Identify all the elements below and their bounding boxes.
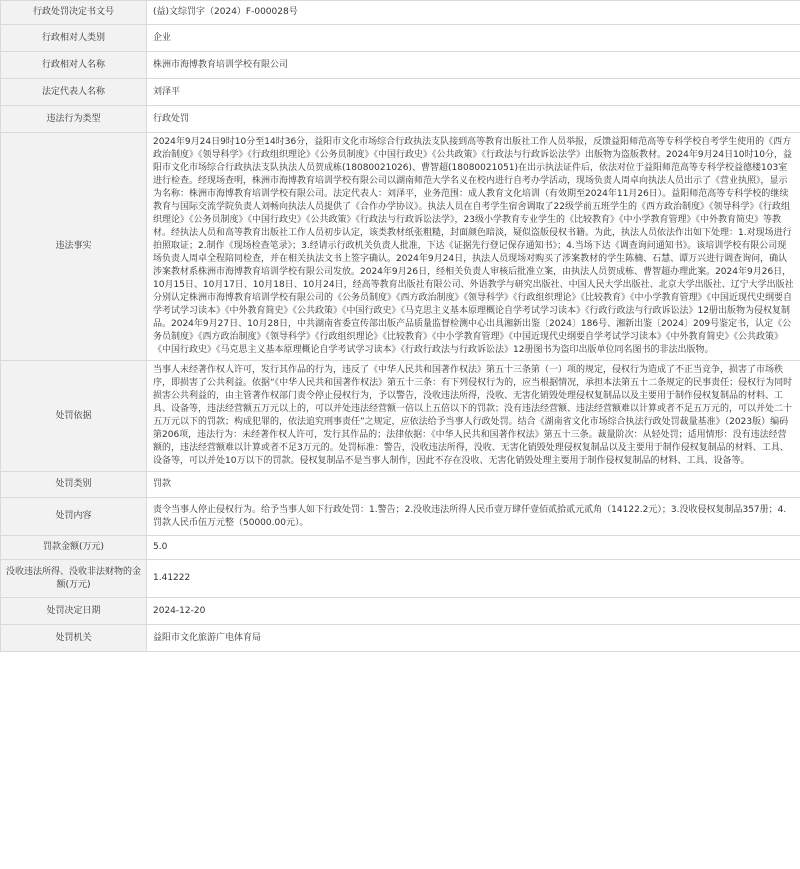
party-name-label: 行政相对人名称 bbox=[1, 52, 147, 79]
penalty-content-label: 处罚内容 bbox=[1, 498, 147, 536]
facts-label: 违法事实 bbox=[1, 133, 147, 361]
row-penalty-content bbox=[1, 498, 800, 536]
row-legal-rep bbox=[1, 79, 800, 106]
legal-rep-value: 刘泽平 bbox=[147, 79, 800, 106]
decision-date-value: 2024-12-20 bbox=[147, 598, 800, 625]
authority-label: 处罚机关 bbox=[1, 625, 147, 652]
row-facts bbox=[1, 133, 800, 361]
authority-value: 益阳市文化旅游广电体育局 bbox=[147, 625, 800, 652]
row-fine-amount bbox=[1, 536, 800, 560]
fine-amount-label: 罚款金额(万元) bbox=[1, 536, 147, 560]
basis-label: 处罚依据 bbox=[1, 361, 147, 472]
party-type-value: 企业 bbox=[147, 25, 800, 52]
legal-rep-label: 法定代表人名称 bbox=[1, 79, 147, 106]
row-party-name bbox=[1, 52, 800, 79]
party-name-value: 株洲市海博教育培训学校有限公司 bbox=[147, 52, 800, 79]
penalty-type-value: 罚款 bbox=[147, 472, 800, 498]
row-penalty-type bbox=[1, 472, 800, 498]
row-party-type bbox=[1, 25, 800, 52]
row-basis bbox=[1, 361, 800, 472]
party-type-label: 行政相对人类别 bbox=[1, 25, 147, 52]
doc-no-label: 行政处罚决定书文号 bbox=[1, 1, 147, 25]
violation-type-value: 行政处罚 bbox=[147, 106, 800, 133]
row-authority bbox=[1, 625, 800, 652]
row-violation-type bbox=[1, 106, 800, 133]
doc-no-value: (益)文综罚字（2024）F-000028号 bbox=[147, 1, 800, 25]
confiscated-value: 1.41222 bbox=[147, 560, 800, 598]
facts-value: 2024年9月24日9时10分至14时36分，益阳市文化市场综合行政执法支队接到高等教育出版社工作人员举报，反馈益阳师范高等专科学校自考学生使用的《西方政治制度》《领导科学》《行政组织理论》《公务员制度》《中国行政史》《公共政策》《行政法与行政诉讼法学》出版物为盗版教材。2024年9月24日10时10分，益阳市文化市场综合行政执法支队执法人员贺成栋(18080021026)、曹智超(18080021051)在出示执法证件后，依法对位于益阳师范高等专科学校益德楼103室进行检查。经现场查明，株洲市海博教育培训学校有限公司以湖南师范大学名义在校内进行自考办学活动，现场负责人周卓向执法人员出示了《营业执照》，显示为名称：株洲市海博教育培训学校有限公司。法定代表人：刘泽平，业务范围：成人教育文化培训（有效期至2024年11月26日）。益阳师范高等专科学校的继续教育与国际交流学院负责人刘畅向执法人员提供了《合作办学协议》。执法人员在自考学生宿舍调取了22级学前五班学生的《西方政治制度》《领导科学》《行政组织理论》《公务员制度》《中国行政史》《公共政策》《行政法与行政诉讼法学》，23级小学教育专业学生的《比较教育》《中小学教育管理》《中外教育简史》等教材。经执法人员和高等教育出版社工作人员初步认定，该类教材纸张粗糙，封面颜色暗淡，疑似盗版侵权书籍。为此，执法人员依法作出如下处理：1.对现场进行拍照取证；2.制作《现场检查笔录》；3.经请示行政机关负责人批准，下达《证据先行登记保存通知书》；4.当场下达《调查询问通知书》。该培训学校有限公司现场负责人周卓全程陪同检查，并在相关执法文书上签字确认。2024年9月24日，执法人员现场对购买了涉案教材的学生陈楠、石慧、谭万兴进行调查询问，确认涉案教材系株洲市海博教育培训学校有限公司发放。2024年9月26日，经相关负责人审核后批准立案，由执法人员贺成栋、曹智超办理此案。2024年9月26日，10月15日、10月17日、10月18日、10月24日，经高等教育出版社有限公司、外语教学与研究出版社、中国人民大学出版社、北京大学出版社、辽宁大学出版社分别认定株洲市海博教育培训学校有限公司的《公务员制度》《西方政治制度》《领导科学》《行政组织理论》《比较教育》《中小学教育管理》《中国近现代史纲要自学考试学习读本》《中外教育简史》《公共政策》《中国行政史》《马克思主义基本原理概论自学考试学习读本》《行政行政法与行政诉讼法》12册出版物为侵权复制品。2024年9月27日、10月28日，中共湖南省委宣传部出版产品质量监督检测中心出具湘新出鉴〔2024〕186号、湘新出鉴〔2024〕209号鉴定书，认定《公务员制度》《西方政治制度》《领导科学》《行政组织理论》《比较教育》《中小学教育管理》《中国近现代史纲要自学考试学习读本》《中外教育简史》《公共政策》《中国行政史》《马克思主义基本原理概论自学考试学习读本》《行政行政法与行政诉讼法》12册图书为盗印出版单位同名图书的非法出版物。 bbox=[147, 133, 800, 361]
row-decision-date bbox=[1, 598, 800, 625]
fine-amount-value: 5.0 bbox=[147, 536, 800, 560]
violation-type-label: 违法行为类型 bbox=[1, 106, 147, 133]
basis-value: 当事人未经著作权人许可，发行其作品的行为，违反了《中华人民共和国著作权法》第五十三条第（一）项的规定，侵权行为造成了不正当竞争，损害了市场秩序，即损害了公共利益。依据“《中华人民共和国著作权法》第五十三条：有下列侵权行为的，应当根据情况，承担本法第五十二条规定的民事责任；侵权行为同时损害公共利益的，由主管著作权部门责令停止侵权行为，予以警告，没收违法所得，没收、无害化销毁处理侵权复制品以及主要用于制作侵权复制品的材料、工具、设备等，违法经营额五万元以上的，可以并处违法经营额一倍以上五倍以下的罚款；没有违法经营额、违法经营额难以计算或者不足五万元的，可以并处二十五万元以下的罚款；构成犯罪的，依法追究刑事责任”之规定，应依法给予当事人行政处罚。结合《湖南省文化市场综合执法行政处罚裁量基准》（2023版）编码第206项，违法行为：未经著作权人许可，发行其作品的；法律依据：《中华人民共和国著作权法》第五十三条。裁量阶次：从轻处罚；适用情形：没有违法经营额的，违法经营额难以计算或者不足3万元的。处罚标准：警告，没收违法所得，没收、无害化销毁处理侵权复制品以及主要用于制作侵权复制品的材料、工具、设备等，可以并处10万以下的罚款。侵权复制品不是当事人制作，因此不存在没收、无害化销毁处理主要用于制作侵权复制品的材料、工具、设备等。 bbox=[147, 361, 800, 472]
row-doc-no bbox=[1, 1, 800, 25]
confiscated-label: 没收违法所得、没收非法财物的金额(万元) bbox=[1, 560, 147, 598]
penalty-content-value: 责令当事人停止侵权行为。给予当事人如下行政处罚：1.警告；2.没收违法所得人民币壹万肆仟壹佰贰拾贰元贰角（14122.2元）；3.没收侵权复制品357册；4.罚款人民币伍万元整（50000.00元）。 bbox=[147, 498, 800, 536]
row-confiscated bbox=[1, 560, 800, 598]
penalty-type-label: 处罚类别 bbox=[1, 472, 147, 498]
decision-date-label: 处罚决定日期 bbox=[1, 598, 147, 625]
